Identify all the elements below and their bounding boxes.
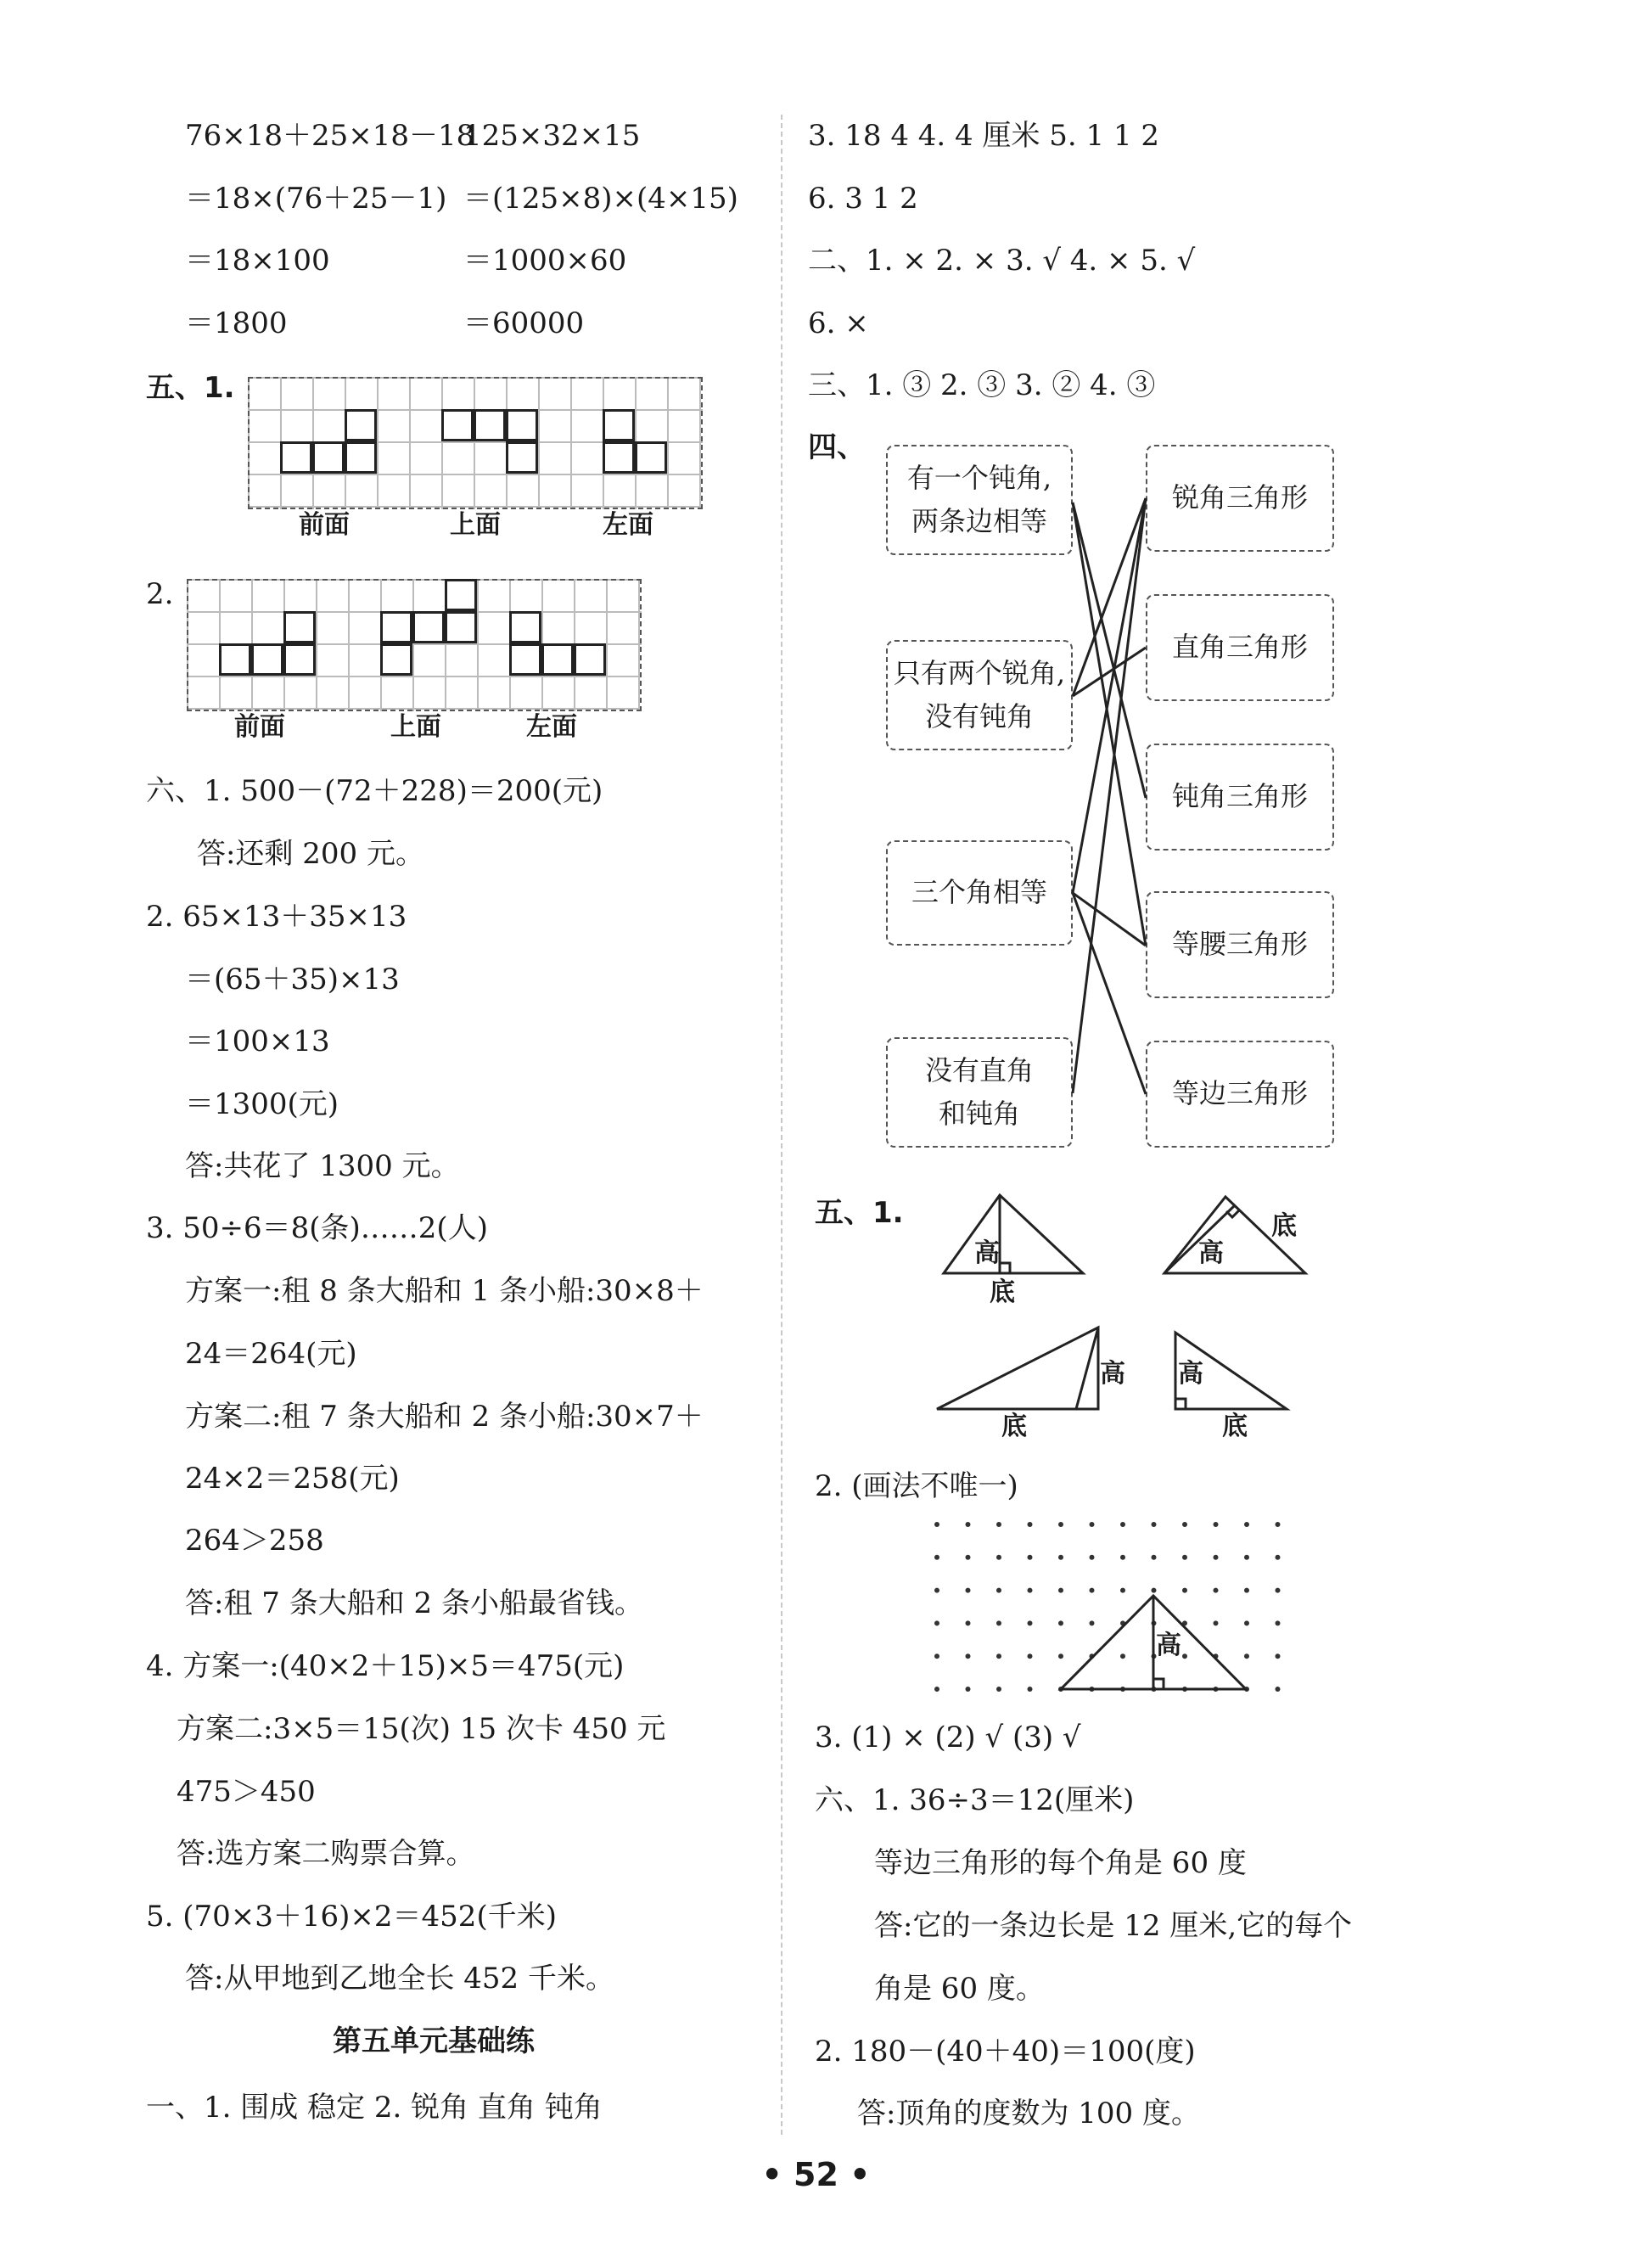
page-number: • 52 • [761,2156,871,2193]
answer-line: 24×2＝258(元) [185,1462,400,1496]
answer-line: 3. (1) × (2) √ (3) √ [815,1721,1081,1754]
answer-line: 264＞258 [185,1524,324,1558]
section-label: 五、1. [815,1196,904,1230]
unit-title: 第五单元基础练 [333,2024,535,2058]
base-label: 底 [1001,1412,1027,1441]
match-left-box: 只有两个锐角, 没有钝角 [886,640,1073,750]
answer-line: 方案一:租 8 条大船和 1 条小船:30×8＋ [185,1274,704,1308]
answer-line: 答:它的一条边长是 12 厘米,它的每个 [874,1909,1353,1943]
match-left-box: 三个角相等 [886,840,1073,946]
match-right-box: 直角三角形 [1146,594,1334,701]
view-label: 左面 [603,510,653,540]
answer-line: 2. (画法不唯一) [815,1469,1018,1503]
match-left-box: 没有直角 和钝角 [886,1037,1073,1148]
view-label: 左面 [526,712,577,742]
answer-line: 2. 65×13＋35×13 [146,900,407,934]
answer-line: 六、1. 500－(72＋228)＝200(元) [146,774,603,808]
answer-line: 二、1. × 2. × 3. √ 4. × 5. √ [808,244,1196,278]
answer-line: 答:从甲地到乙地全长 452 千米。 [185,1962,614,1996]
height-label: 高 [1100,1359,1125,1389]
height-label: 高 [974,1238,1000,1268]
answer-line: ＝1300(元) [185,1087,339,1121]
view-label: 上面 [450,510,501,540]
calc-line: 125×32×15 [463,119,641,153]
answer-line: 24＝264(元) [185,1337,357,1371]
height-label: 高 [1198,1238,1224,1268]
match-right-box: 等腰三角形 [1146,891,1334,998]
calc-line: 76×18＋25×18－18 [185,119,475,153]
match-left-box: 有一个钝角, 两条边相等 [886,445,1073,555]
answer-line: 答:还剩 200 元。 [197,837,424,871]
answer-line: 答:选方案二购票合算。 [177,1837,475,1871]
match-right-box: 等边三角形 [1146,1041,1334,1148]
answer-line: 6. 3 1 2 [808,182,918,216]
calc-line: ＝1800 [185,306,288,340]
answer-line: 4. 方案一:(40×2＋15)×5＝475(元) [146,1649,625,1683]
answer-line: 6. × [808,306,869,340]
base-label: 底 [1271,1211,1297,1241]
answer-line: 等边三角形的每个角是 60 度 [874,1846,1247,1880]
answer-line: 方案二:租 7 条大船和 2 条小船:30×7＋ [185,1400,704,1434]
answer-line: 答:租 7 条大船和 2 条小船最省钱。 [185,1586,643,1620]
answer-line: 475＞450 [177,1775,316,1809]
calc-line: ＝18×100 [185,244,330,278]
section-label: 五、1. [146,371,235,405]
height-label: 高 [1178,1359,1203,1389]
match-right-box: 钝角三角形 [1146,744,1334,850]
answer-line: 2. 180－(40＋40)＝100(度) [815,2035,1196,2069]
section-label: 2. [146,577,174,611]
calc-line: ＝18×(76＋25－1) [185,182,447,216]
answer-line: ＝100×13 [185,1025,330,1058]
answer-line: 三、1. ③ 2. ③ 3. ② 4. ③ [808,368,1156,402]
section-label: 四、 [808,430,866,464]
base-label: 底 [990,1277,1015,1307]
match-right-box: 锐角三角形 [1146,445,1334,552]
answer-line: 3. 18 4 4. 4 厘米 5. 1 1 2 [808,119,1160,153]
answer-line: 六、1. 36÷3＝12(厘米) [815,1783,1135,1817]
view-label: 前面 [299,510,350,540]
height-label: 高 [1156,1631,1181,1660]
answer-line: 3. 50÷6＝8(条)……2(人) [146,1211,488,1245]
base-label: 底 [1222,1412,1248,1441]
answer-line: 方案二:3×5＝15(次) 15 次卡 450 元 [177,1712,666,1746]
view-label: 上面 [390,712,441,742]
answer-line: 5. (70×3＋16)×2＝452(千米) [146,1900,557,1934]
view-label: 前面 [234,712,285,742]
answer-line: 一、1. 围成 稳定 2. 锐角 直角 钝角 [146,2091,603,2125]
answer-line: ＝(65＋35)×13 [185,963,400,996]
answer-line: 答:共花了 1300 元。 [185,1149,460,1183]
calc-line: ＝60000 [463,306,585,340]
calc-line: ＝1000×60 [463,244,627,278]
answer-line: 答:顶角的度数为 100 度。 [857,2097,1200,2130]
answer-line: 角是 60 度。 [874,1972,1045,2006]
calc-line: ＝(125×8)×(4×15) [463,182,738,216]
